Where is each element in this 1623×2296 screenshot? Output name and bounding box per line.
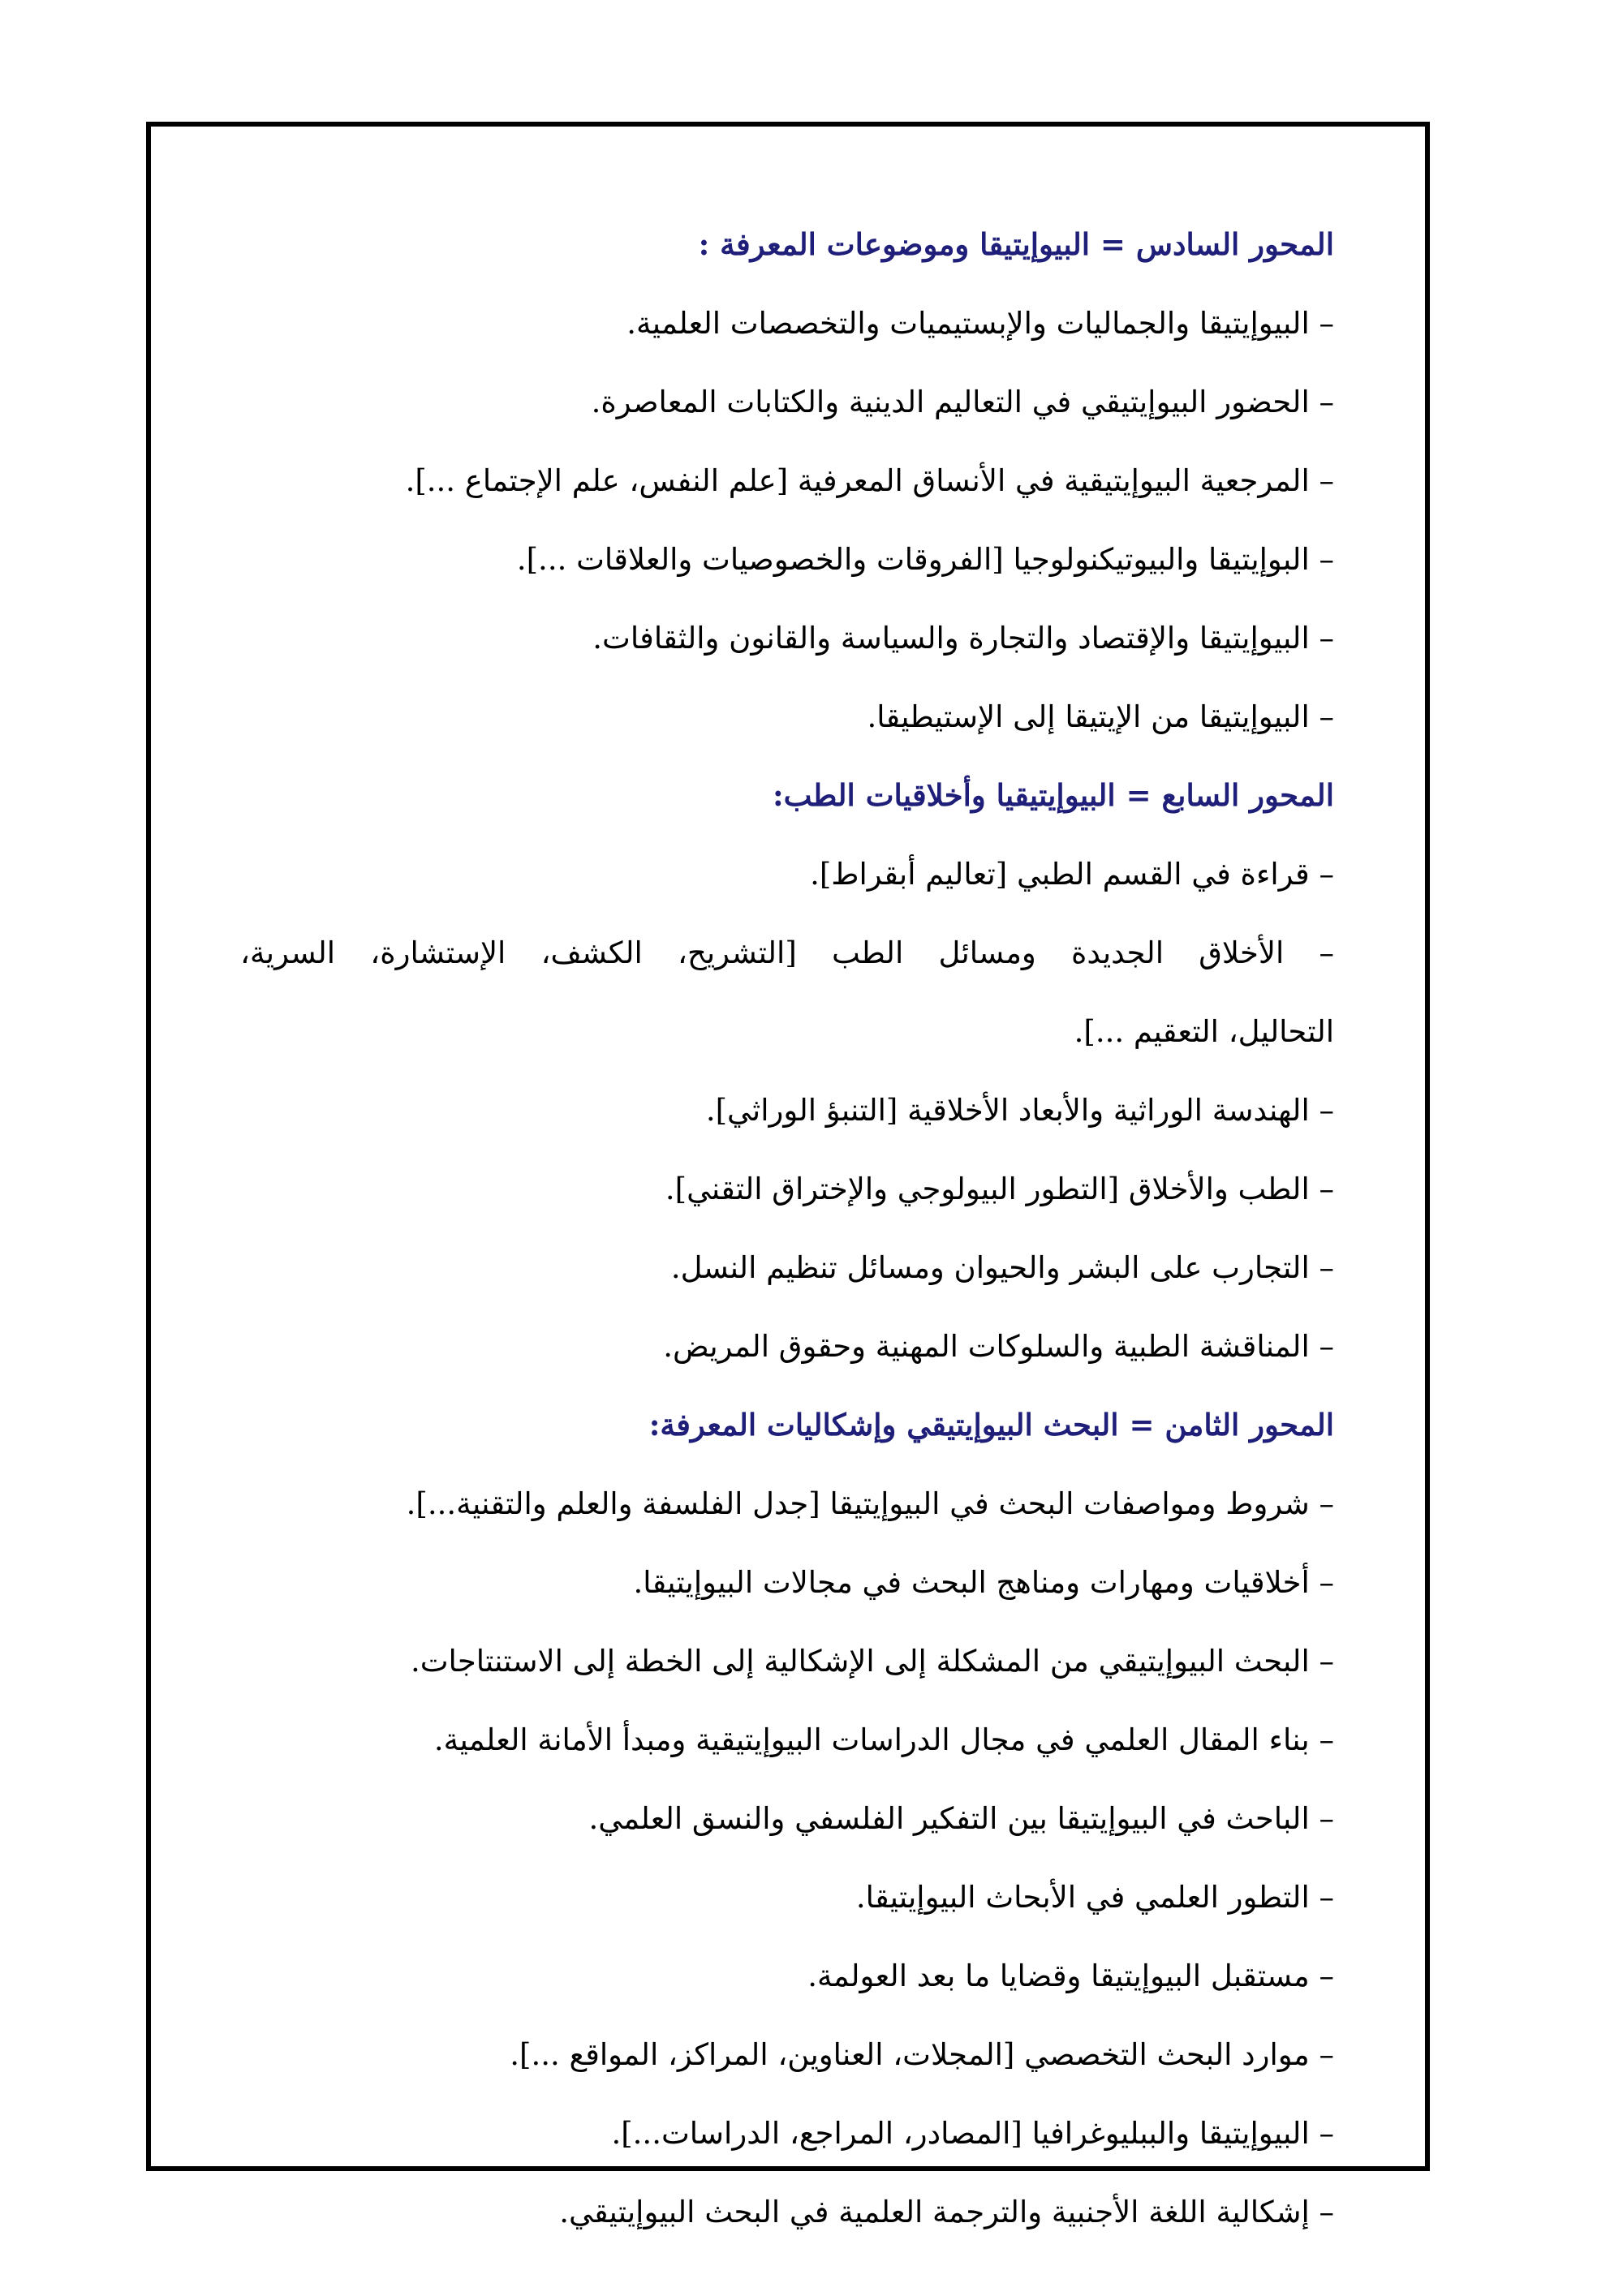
list-item: – مستقبل البيوإيتيقا وقضايا ما بعد العولمة. xyxy=(807,1958,1334,1993)
list-item: – أخلاقيات ومهارات ومناهج البحث في مجالات البيوإيتيقا. xyxy=(633,1565,1334,1600)
axis-8-heading: المحور الثامن = البحث البيوإيتيقي وإشكاليات المعرفة: xyxy=(648,1407,1334,1443)
list-item: – المرجعية البيوإيتيقية في الأنساق المعرفية [علم النفس، علم الإجتماع ...]. xyxy=(405,463,1334,498)
list-item: – الطب والأخلاق [التطور البيولوجي والإختراق التقني]. xyxy=(665,1172,1334,1206)
list-item: – المناقشة الطبية والسلوكات المهنية وحقوق المريض. xyxy=(663,1329,1334,1364)
list-item: – التجارب على البشر والحيوان ومسائل تنظيم النسل. xyxy=(670,1250,1334,1285)
list-item: – التطور العلمي في الأبحاث البيوإيتيقا. xyxy=(855,1880,1334,1915)
list-item: – البيوإيتيقا والببليوغرافيا [المصادر، المراجع، الدراسات...]. xyxy=(611,2116,1334,2151)
list-item: – موارد البحث التخصصي [المجلات، العناوين، المراكز، المواقع ...]. xyxy=(510,2037,1334,2072)
document-body xyxy=(240,205,1334,2251)
list-item-wrapped-first-line: – الأخلاق الجديدة ومسائل الطب [التشريح، الكشف، الإستشارة، السرية، xyxy=(240,935,1334,970)
list-item: – البيوإيتيقا من الإيتيقا إلى الإستيطيقا. xyxy=(867,699,1334,734)
axis-7-heading: المحور السابع = البيوإيتيقيا وأخلاقيات الطب: xyxy=(772,777,1334,813)
list-item: – قراءة في القسم الطبي [تعاليم أبقراط]. xyxy=(810,857,1334,892)
list-item: – الباحث في البيوإيتيقا بين التفكير الفلسفي والنسق العلمي. xyxy=(588,1801,1334,1836)
list-item-wrapped-second-line: التحاليل، التعقيم ...]. xyxy=(1074,1014,1334,1049)
list-item: – البحث البيوإيتيقي من المشكلة إلى الإشكالية إلى الخطة إلى الاستنتاجات. xyxy=(410,1644,1334,1679)
list-item: – إشكالية اللغة الأجنبية والترجمة العلمية في البحث البيوإيتيقي. xyxy=(559,2195,1334,2229)
list-item: – البوإيتيقا والبيوتيكنولوجيا [الفروقات والخصوصيات والعلاقات ...]. xyxy=(516,542,1334,577)
list-item: – بناء المقال العلمي في مجال الدراسات البيوإيتيقية ومبدأ الأمانة العلمية. xyxy=(433,1722,1334,1757)
list-item: – البيوإيتيقا والإقتصاد والتجارة والسياسة والقانون والثقافات. xyxy=(592,621,1334,656)
list-item: – الهندسة الوراثية والأبعاد الأخلاقية [التنبؤ الوراثي]. xyxy=(705,1093,1334,1128)
list-item: – البيوإيتيقا والجماليات والإبستيميات والتخصصات العلمية. xyxy=(626,306,1334,341)
list-item: – الحضور البيوإيتيقي في التعاليم الدينية والكتابات المعاصرة. xyxy=(591,385,1334,419)
axis-6-heading: المحور السادس = البيوإيتيقا وموضوعات المعرفة : xyxy=(698,226,1334,262)
list-item: – شروط ومواصفات البحث في البيوإيتيقا [جدل الفلسفة والعلم والتقنية...]. xyxy=(406,1486,1334,1521)
